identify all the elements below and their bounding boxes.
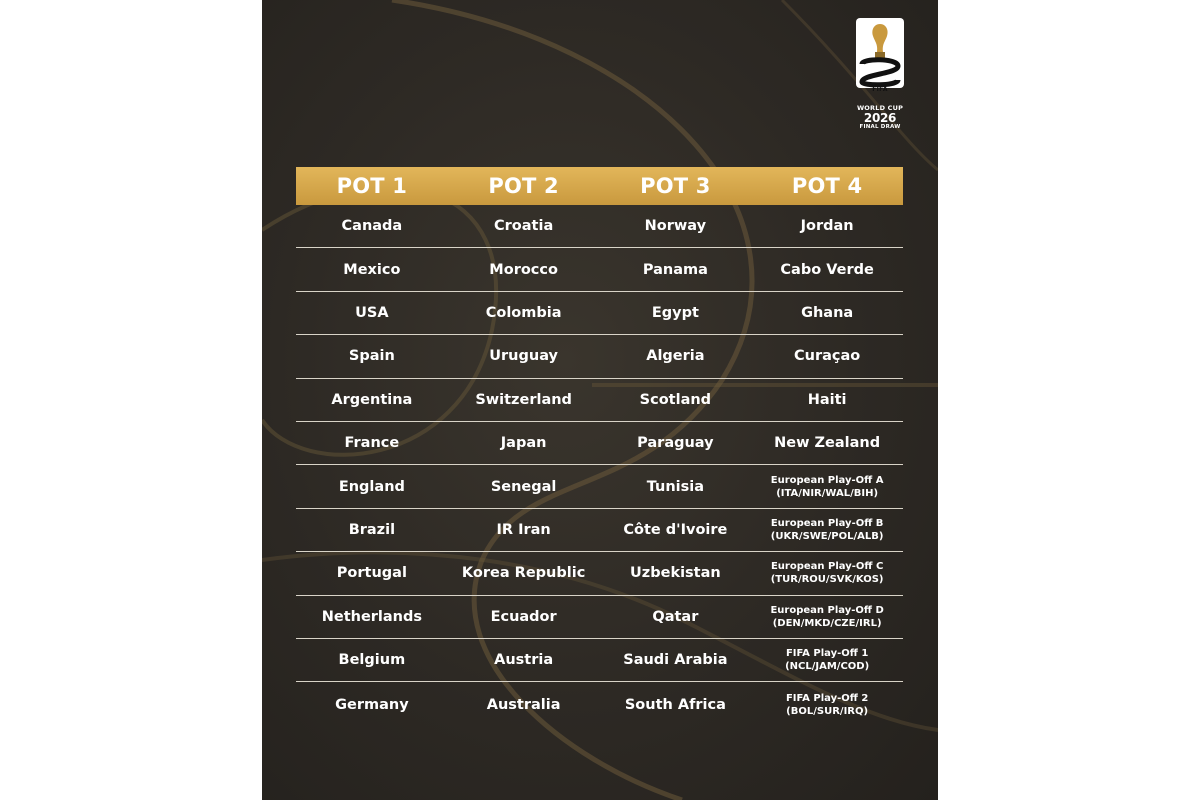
team-cell (448, 205, 600, 247)
team-cell (600, 465, 752, 507)
team-cell (296, 335, 448, 377)
team-cell (751, 509, 903, 551)
team-name: European Play-Off B (770, 517, 884, 529)
pots-table (296, 205, 903, 728)
team-cell (296, 248, 448, 290)
team-cell (751, 379, 903, 421)
playoff-teams: (NCL/JAM/COD) (785, 661, 870, 673)
team-name: FIFA Play-Off 1 (785, 648, 869, 660)
team-name: Korea Republic (461, 565, 586, 582)
team-cell (751, 335, 903, 377)
team-cell (600, 292, 752, 334)
team-name: Colombia (485, 304, 562, 321)
team-name: Canada (341, 218, 403, 235)
team-name: Norway (644, 218, 707, 235)
team-cell (600, 682, 752, 728)
team-name: Germany (335, 697, 409, 714)
team-cell (448, 552, 600, 594)
team-name: Cabo Verde (780, 261, 874, 278)
team-cell (296, 205, 448, 247)
team-name: European Play-Off C (770, 561, 884, 573)
team-cell (751, 248, 903, 290)
team-name: France (344, 435, 400, 452)
team-name: Côte d'Ivoire (623, 521, 728, 538)
team-name: Uzbekistan (630, 565, 721, 582)
table-row (296, 509, 903, 552)
team-cell (600, 552, 752, 594)
pots-header-bar (296, 167, 903, 205)
logo-final-draw: FINAL DRAW (859, 124, 901, 130)
team-name: European Play-Off A (770, 474, 884, 486)
team-name: Curaçao (794, 348, 861, 365)
team-name: Ghana (801, 304, 854, 321)
playoff-teams: (BOL/SUR/IRQ) (786, 706, 869, 718)
team-cell (751, 596, 903, 638)
table-row (296, 552, 903, 595)
table-row (296, 596, 903, 639)
team-name: Spain (348, 348, 395, 365)
team-cell (751, 639, 903, 681)
team-cell (296, 552, 448, 594)
team-cell (296, 682, 448, 728)
pot-header: POT 3 (640, 174, 711, 198)
team-name: Argentina (331, 391, 413, 408)
team-name: Morocco (489, 261, 558, 278)
team-name: South Africa (624, 697, 726, 714)
trophy-icon (856, 18, 904, 88)
team-name: Senegal (490, 478, 557, 495)
team-cell (600, 639, 752, 681)
team-cell (448, 422, 600, 464)
logo-fifa-wordmark: FIFA (872, 86, 888, 93)
team-name: FIFA Play-Off 2 (785, 693, 869, 705)
team-cell (751, 292, 903, 334)
team-name: Portugal (336, 565, 407, 582)
pot-header: POT 1 (336, 174, 408, 198)
team-cell (600, 509, 752, 551)
team-cell (296, 422, 448, 464)
team-name: USA (355, 304, 389, 321)
logo-world-cup: WORLD CUP (856, 104, 904, 112)
team-cell (600, 335, 752, 377)
team-name: Haiti (807, 391, 847, 408)
team-cell (751, 682, 903, 728)
table-row (296, 639, 903, 682)
team-cell (751, 205, 903, 247)
table-row (296, 682, 903, 728)
team-name: Japan (500, 435, 547, 452)
pot-header: POT 2 (488, 174, 559, 198)
team-cell (600, 205, 752, 247)
team-name: Australia (486, 697, 561, 714)
team-name: Mexico (343, 261, 401, 278)
team-cell (448, 682, 600, 728)
team-cell (600, 596, 752, 638)
team-name: Switzerland (475, 391, 572, 408)
team-name: Austria (494, 652, 554, 669)
table-row (296, 248, 903, 291)
team-name: Qatar (652, 608, 699, 625)
team-cell (448, 292, 600, 334)
table-row (296, 292, 903, 335)
team-name: Saudi Arabia (623, 652, 728, 669)
playoff-teams: (UKR/SWE/POL/ALB) (770, 530, 884, 542)
team-name: IR Iran (496, 521, 551, 538)
table-row (296, 205, 903, 248)
team-cell (296, 509, 448, 551)
team-name: European Play-Off D (770, 604, 884, 616)
team-name: Croatia (494, 218, 554, 235)
team-cell (448, 335, 600, 377)
team-cell (296, 379, 448, 421)
team-cell (296, 596, 448, 638)
team-cell (600, 248, 752, 290)
team-cell (751, 552, 903, 594)
team-name: New Zealand (774, 435, 881, 452)
team-cell (296, 639, 448, 681)
team-name: Ecuador (490, 608, 557, 625)
team-cell (296, 465, 448, 507)
team-name: Uruguay (489, 348, 558, 365)
team-name: Belgium (338, 652, 406, 669)
playoff-teams: (TUR/ROU/SVK/KOS) (770, 574, 884, 586)
team-name: Brazil (348, 521, 396, 538)
team-name: Algeria (646, 348, 705, 365)
team-cell (296, 292, 448, 334)
table-row (296, 422, 903, 465)
team-cell (448, 379, 600, 421)
pot-header: POT 4 (791, 174, 863, 198)
team-name: Panama (642, 261, 708, 278)
playoff-teams: (ITA/NIR/WAL/BIH) (776, 487, 879, 499)
table-row (296, 379, 903, 422)
playoff-teams: (DEN/MKD/CZE/IRL) (772, 617, 882, 629)
team-name: Scotland (639, 391, 712, 408)
world-cup-2026-logo (852, 18, 908, 130)
team-cell (448, 248, 600, 290)
table-row (296, 335, 903, 378)
team-cell (448, 596, 600, 638)
team-cell (600, 422, 752, 464)
team-cell (448, 465, 600, 507)
team-name: Jordan (800, 218, 854, 235)
table-row (296, 465, 903, 508)
team-cell (600, 379, 752, 421)
team-cell (448, 639, 600, 681)
team-cell (751, 422, 903, 464)
team-name: Paraguay (637, 435, 714, 452)
team-name: England (338, 478, 405, 495)
team-name: Tunisia (646, 478, 705, 495)
team-name: Egypt (651, 304, 699, 321)
team-name: Netherlands (321, 608, 423, 625)
team-cell (751, 465, 903, 507)
logo-year: 2026 (863, 111, 897, 125)
team-cell (448, 509, 600, 551)
